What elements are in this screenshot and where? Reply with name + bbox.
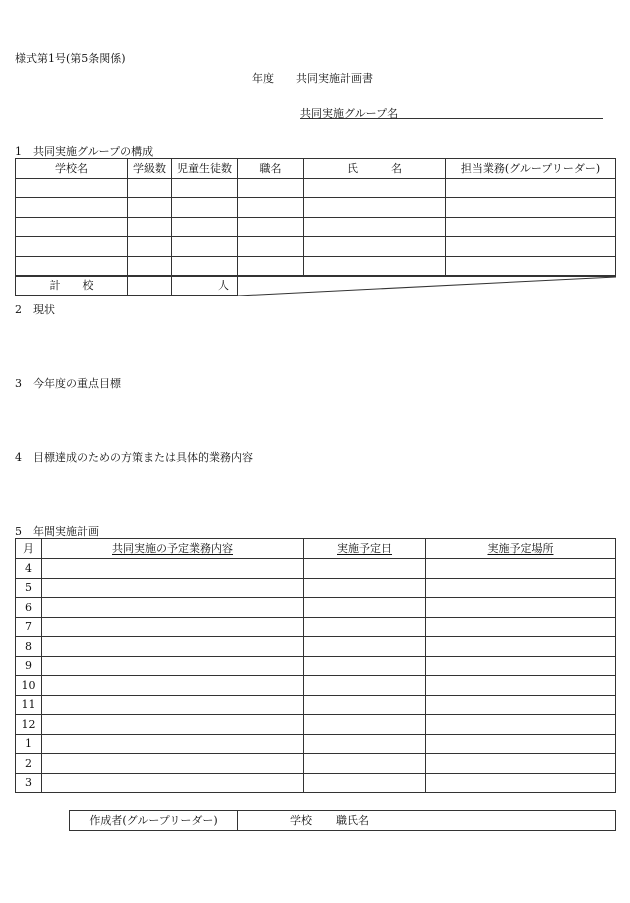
table-cell[interactable] <box>426 598 616 618</box>
table-cell[interactable] <box>42 734 304 754</box>
table-cell[interactable] <box>446 237 616 257</box>
table-cell[interactable] <box>238 237 304 257</box>
table-cell[interactable] <box>304 179 446 198</box>
table-cell[interactable] <box>446 198 616 218</box>
table-cell[interactable] <box>42 656 304 676</box>
table-cell[interactable] <box>426 773 616 793</box>
table-cell[interactable] <box>128 257 172 276</box>
section1-heading: 1 共同実施グループの構成 <box>15 145 154 158</box>
table-cell[interactable] <box>426 656 616 676</box>
table-header-row <box>16 539 616 559</box>
table-cell[interactable] <box>304 559 426 579</box>
table-cell[interactable] <box>128 218 172 237</box>
table-cell[interactable] <box>304 676 426 696</box>
table-cell[interactable] <box>426 754 616 774</box>
table-cell[interactable] <box>16 237 128 257</box>
annual-plan-table <box>15 538 616 793</box>
diagonal-line <box>238 277 616 296</box>
table-header-row <box>16 159 616 179</box>
table-cell[interactable] <box>446 179 616 198</box>
table-row <box>16 715 616 735</box>
table-cell[interactable] <box>42 559 304 579</box>
month-cell: 8 <box>16 637 42 657</box>
table-row <box>16 198 616 218</box>
table-cell[interactable] <box>172 198 238 218</box>
table-row <box>16 676 616 696</box>
month-cell: 4 <box>16 559 42 579</box>
table-cell[interactable] <box>42 578 304 598</box>
table-cell[interactable] <box>172 179 238 198</box>
col-class-count: 学級数 <box>128 159 172 179</box>
table-cell[interactable] <box>304 656 426 676</box>
group-composition-table <box>15 158 616 296</box>
col-planned-work: 共同実施の予定業務内容 <box>42 539 304 559</box>
table-row <box>16 179 616 198</box>
month-cell: 5 <box>16 578 42 598</box>
col-position: 職名 <box>238 159 304 179</box>
form-number: 様式第1号(第5条関係) <box>15 52 126 65</box>
table-cell[interactable] <box>304 198 446 218</box>
col-planned-place: 実施予定場所 <box>426 539 616 559</box>
table-cell[interactable] <box>304 578 426 598</box>
author-table <box>69 810 616 831</box>
table-cell[interactable] <box>426 637 616 657</box>
month-cell: 7 <box>16 617 42 637</box>
table-cell[interactable] <box>238 179 304 198</box>
table-row <box>16 656 616 676</box>
page-title: 年度 共同実施計画書 <box>252 72 373 85</box>
table-cell[interactable] <box>426 578 616 598</box>
table-row <box>16 773 616 793</box>
table-cell[interactable] <box>16 218 128 237</box>
total-label: 計 校 <box>16 276 128 296</box>
table-cell[interactable] <box>304 598 426 618</box>
table-cell[interactable] <box>238 198 304 218</box>
section3-heading: 3 今年度の重点目標 <box>15 377 121 390</box>
author-label: 作成者(グループリーダー) <box>70 811 238 831</box>
table-row <box>16 257 616 276</box>
table-cell[interactable] <box>426 734 616 754</box>
table-cell[interactable] <box>16 257 128 276</box>
table-row <box>16 218 616 237</box>
table-cell[interactable] <box>304 257 446 276</box>
table-cell[interactable] <box>42 637 304 657</box>
table-cell[interactable] <box>172 237 238 257</box>
table-cell[interactable] <box>426 695 616 715</box>
table-row <box>16 734 616 754</box>
table-cell[interactable] <box>426 715 616 735</box>
table-row <box>16 578 616 598</box>
table-cell[interactable] <box>304 734 426 754</box>
table-row <box>16 754 616 774</box>
month-cell: 11 <box>16 695 42 715</box>
table-cell[interactable] <box>304 754 426 774</box>
table-cell[interactable] <box>304 773 426 793</box>
table-cell[interactable] <box>304 237 446 257</box>
table-cell[interactable] <box>42 715 304 735</box>
table-cell[interactable] <box>16 198 128 218</box>
table-cell[interactable] <box>304 617 426 637</box>
table-cell[interactable] <box>42 617 304 637</box>
table-cell[interactable] <box>446 218 616 237</box>
table-cell[interactable] <box>426 617 616 637</box>
table-cell[interactable] <box>128 198 172 218</box>
table-cell[interactable] <box>42 773 304 793</box>
month-cell: 6 <box>16 598 42 618</box>
table-cell[interactable] <box>172 218 238 237</box>
table-cell[interactable] <box>16 179 128 198</box>
table-cell[interactable] <box>128 237 172 257</box>
table-cell[interactable] <box>128 179 172 198</box>
col-duty: 担当業務(グループリーダー) <box>446 159 616 179</box>
school-label: 学校 <box>290 814 312 827</box>
table-row <box>16 237 616 257</box>
table-cell[interactable] <box>446 257 616 276</box>
table-cell[interactable] <box>42 695 304 715</box>
month-cell: 1 <box>16 734 42 754</box>
group-name-field[interactable] <box>300 105 603 119</box>
section4-heading: 4 目標達成のための方策または具体的業務内容 <box>15 451 253 464</box>
table-row <box>16 598 616 618</box>
table-cell[interactable] <box>42 754 304 774</box>
section2-heading: 2 現状 <box>15 303 55 316</box>
table-cell[interactable] <box>238 218 304 237</box>
table-cell[interactable] <box>172 257 238 276</box>
col-student-count: 児童生徒数 <box>172 159 238 179</box>
table-cell[interactable] <box>304 637 426 657</box>
total-blank-area <box>238 276 616 296</box>
table-row <box>16 637 616 657</box>
total-row <box>16 276 616 296</box>
table-cell[interactable] <box>42 676 304 696</box>
table-row <box>16 695 616 715</box>
section5-heading: 5 年間実施計画 <box>15 525 99 538</box>
author-row <box>70 811 616 831</box>
table-cell[interactable] <box>304 715 426 735</box>
table-cell[interactable] <box>304 695 426 715</box>
author-field[interactable] <box>238 811 616 831</box>
col-month: 月 <box>16 539 42 559</box>
table-cell[interactable] <box>426 676 616 696</box>
table-cell[interactable] <box>42 598 304 618</box>
month-cell: 10 <box>16 676 42 696</box>
table-cell[interactable] <box>426 559 616 579</box>
total-person-unit: 人 <box>172 276 238 296</box>
table-cell[interactable] <box>238 257 304 276</box>
table-row <box>16 559 616 579</box>
table-cell[interactable] <box>304 218 446 237</box>
col-planned-date: 実施予定日 <box>304 539 426 559</box>
position-name-label: 職氏名 <box>336 814 369 827</box>
month-cell: 3 <box>16 773 42 793</box>
month-cell: 12 <box>16 715 42 735</box>
total-class-count[interactable] <box>128 276 172 296</box>
col-full-name: 氏 名 <box>304 159 446 179</box>
table-row <box>16 617 616 637</box>
group-name-label: 共同実施グループ名 <box>300 107 399 120</box>
col-school-name: 学校名 <box>16 159 128 179</box>
month-cell: 2 <box>16 754 42 774</box>
month-cell: 9 <box>16 656 42 676</box>
